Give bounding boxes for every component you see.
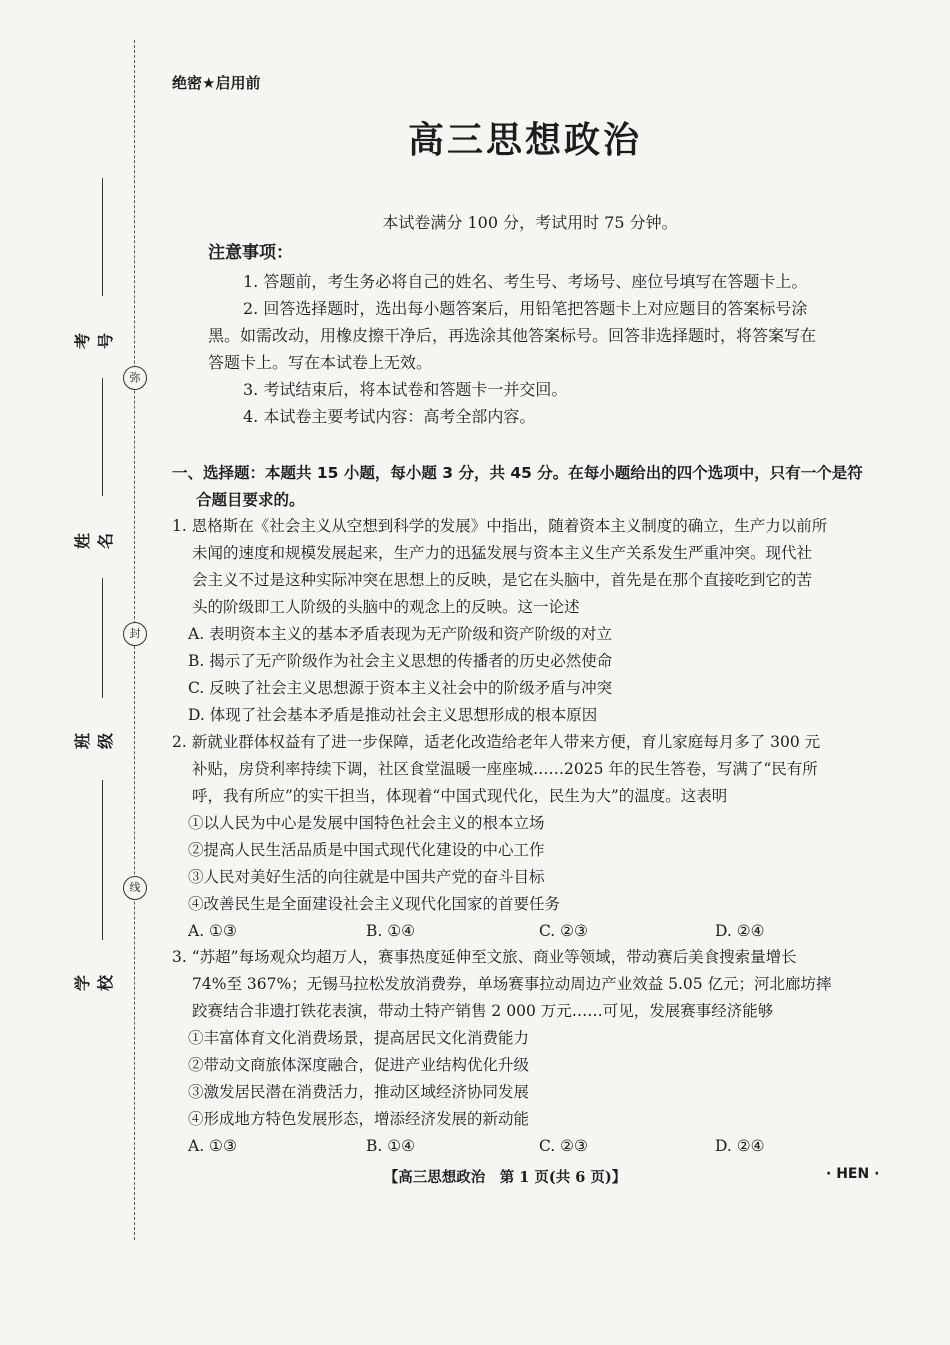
- q2-stem-2: 补贴，房贷利率持续下调，社区食堂温暖一座座城……2025 年的民生答卷，写满了“民有所: [192, 760, 818, 778]
- q2-option-a: A. ①③: [188, 922, 237, 940]
- q2-options-row: [172, 918, 892, 945]
- field-label-class: 班级: [73, 733, 115, 750]
- q3-stem-1: 3. “苏超”每场观众均超万人，赛事热度延伸至文旅、商业等领域，带动赛后美食搜索量增长: [172, 948, 797, 966]
- q2-statement-4: ④改善民生是全面建设社会主义现代化国家的首要任务: [188, 895, 561, 913]
- q2-stem-1: 2. 新就业群体权益有了进一步保障，适老化改造给老年人带来方便，育儿家庭每月多了 300 元: [172, 733, 821, 751]
- q1-stem-3: 会主义不过是这种实际冲突在思想上的反映，是它在头脑中，首先是在那个直接吃到它的苦: [192, 571, 813, 589]
- q3-statement-1: ①丰富体育文化消费场景，提高居民文化消费能力: [188, 1029, 530, 1047]
- q3-stem-3: 跤赛结合非遗打铁花表演，带动土特产销售 2 000 万元……可见，发展赛事经济能够: [192, 1002, 774, 1020]
- section-line-2: 合题目要求的。: [196, 491, 305, 509]
- q2-option-d: D. ②④: [715, 922, 765, 940]
- field-line-school: [102, 780, 103, 940]
- q1-stem-4: 头的阶级即工人阶级的头脑中的观念上的反映。这一论述: [192, 598, 580, 616]
- seal-mark-feng: 封: [123, 622, 147, 646]
- question-1: [172, 513, 892, 729]
- q3-stem-2: 74%至 367%；无锡马拉松发放消费券，单场赛事拉动周边产业效益 5.05 亿元；河北廊坊摔: [192, 975, 832, 993]
- question-2: [172, 729, 892, 945]
- field-line-class: [102, 578, 103, 698]
- question-3: [172, 944, 892, 1160]
- q2-statement-3: ③人民对美好生活的向往就是中国共产党的奋斗目标: [188, 868, 545, 886]
- page-title: 高三思想政治: [407, 120, 642, 161]
- region-code: · HEN ·: [826, 1166, 880, 1182]
- q3-statement-2: ②带动文商旅体深度融合，促进产业结构优化升级: [188, 1056, 530, 1074]
- q2-statement-2: ②提高人民生活品质是中国式现代化建设的中心工作: [188, 841, 545, 859]
- exam-subtitle: 本试卷满分 100 分，考试用时 75 分钟。: [382, 213, 678, 232]
- q2-option-c: C. ②③: [539, 922, 588, 940]
- q1-option-d: D. 体现了社会基本矛盾是推动社会主义思想形成的根本原因: [188, 706, 598, 724]
- note-2c: 答题卡上。写在本试卷上无效。: [208, 353, 433, 372]
- field-label-name: 姓名: [73, 533, 115, 550]
- field-label-school: 学校: [73, 975, 115, 992]
- q1-stem-1: 1. 恩格斯在《社会主义从空想到科学的发展》中指出，随着资本主义制度的确立，生产力以前所: [172, 517, 828, 535]
- seal-mark-xian: 线: [123, 876, 147, 900]
- seal-mark-mi: 弥: [123, 366, 147, 390]
- q3-options-row: [172, 1133, 892, 1160]
- q1-option-c: C. 反映了社会主义思想源于资本主义社会中的阶级矛盾与冲突: [188, 679, 613, 697]
- q2-option-b: B. ①④: [366, 922, 416, 940]
- q1-option-b: B. 揭示了无产阶级作为社会主义思想的传播者的历史必然使命: [188, 652, 613, 670]
- note-2b: 黑。如需改动，用橡皮擦干净后，再选涂其他答案标号。回答非选择题时，将答案写在: [208, 326, 817, 345]
- note-3: 3. 考试结束后，将本试卷和答题卡一并交回。: [243, 380, 568, 399]
- q2-stem-3: 呼，我有所应”的实干担当，体现着“中国式现代化，民生为大”的温度。这表明: [192, 787, 728, 805]
- q1-option-a: A. 表明资本主义的基本矛盾表现为无产阶级和资产阶级的对立: [188, 625, 613, 643]
- q3-option-a: A. ①③: [188, 1137, 237, 1155]
- note-1: 1. 答题前，考生务必将自己的姓名、考生号、考场号、座位号填写在答题卡上。: [243, 272, 808, 291]
- q3-option-c: C. ②③: [539, 1137, 588, 1155]
- q3-statement-3: ③激发居民潜在消费活力，推动区域经济协同发展: [188, 1083, 530, 1101]
- q3-option-b: B. ①④: [366, 1137, 416, 1155]
- q3-statement-4: ④形成地方特色发展形态，增添经济发展的新动能: [188, 1110, 530, 1128]
- note-2a: 2. 回答选择题时，选出每小题答案后，用铅笔把答题卡上对应题目的答案标号涂: [243, 299, 808, 318]
- field-line-name: [102, 378, 103, 496]
- q1-stem-2: 未闻的速度和规模发展起来，生产力的迅猛发展与资本主义生产关系发生严重冲突。现代社: [192, 544, 813, 562]
- section-line-1: 一、选择题：本题共 15 小题，每小题 3 分，共 45 分。在每小题给出的四个选项中，只有一个是符: [172, 464, 863, 482]
- confidential-label: 绝密★启用前: [172, 74, 261, 92]
- notes-heading: 注意事项：: [208, 243, 293, 263]
- section-heading: [172, 460, 892, 514]
- q2-statement-1: ①以人民为中心是发展中国特色社会主义的根本立场: [188, 814, 545, 832]
- q3-option-d: D. ②④: [715, 1137, 765, 1155]
- field-line-exam-no: [102, 178, 103, 296]
- note-4: 4. 本试卷主要考试内容：高考全部内容。: [243, 407, 536, 426]
- page-footer: 【高三思想政治 第 1 页(共 6 页)】: [383, 1169, 627, 1186]
- field-label-exam-no: 考号: [73, 333, 115, 350]
